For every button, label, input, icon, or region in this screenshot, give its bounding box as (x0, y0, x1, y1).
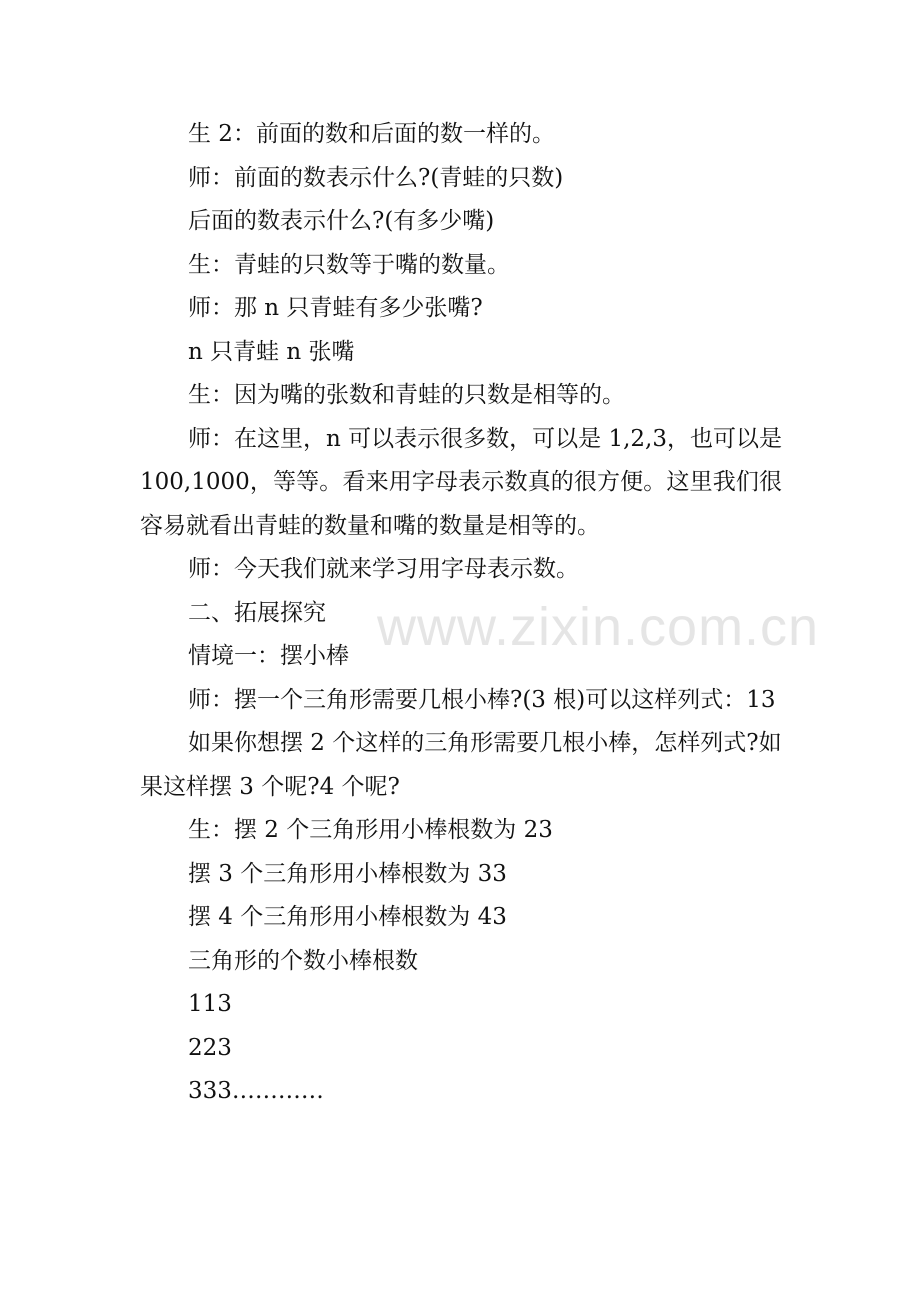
paragraph: 333………… (188, 1078, 324, 1104)
paragraph: 师：在这里，n 可以表示很多数，可以是 1,2,3，也可以是 100,1000，等等。看来用字母表示数真的很方便。这里我们很容易就看出青蛙的数量和嘴的数量是相等的。 (140, 425, 790, 539)
paragraph: 师：前面的数表示什么?(青蛙的只数) (188, 164, 564, 191)
paragraph: 223 (188, 1034, 232, 1061)
paragraph: 摆 3 个三角形用小棒根数为 33 (188, 860, 507, 887)
section-heading: 二、拓展探究 (188, 599, 326, 626)
paragraph: 生 2：前面的数和后面的数一样的。 (188, 121, 555, 147)
paragraph: 师：那 n 只青蛙有多少张嘴? (188, 295, 483, 321)
paragraph: 师：摆一个三角形需要几根小棒?(3 根)可以这样列式：13 (188, 686, 776, 713)
paragraph: n 只青蛙 n 张嘴 (188, 338, 355, 365)
document-body (140, 113, 790, 1114)
paragraph: 三角形的个数小棒根数 (188, 947, 418, 974)
paragraph: 摆 4 个三角形用小棒根数为 43 (188, 904, 507, 930)
paragraph: 师：今天我们就来学习用字母表示数。 (188, 556, 579, 582)
paragraph: 生：摆 2 个三角形用小棒根数为 23 (188, 817, 553, 843)
watermark: www.zixin.com.cn (377, 597, 820, 657)
paragraph: 如果你想摆 2 个这样的三角形需要几根小棒，怎样列式?如果这样摆 3 个呢?4 个呢? (140, 730, 782, 800)
paragraph: 113 (188, 991, 232, 1017)
subsection-heading: 情境一：摆小棒 (188, 643, 349, 669)
paragraph: 后面的数表示什么?(有多少嘴) (188, 208, 495, 234)
paragraph: 生：因为嘴的张数和青蛙的只数是相等的。 (188, 382, 625, 408)
paragraph: 生：青蛙的只数等于嘴的数量。 (188, 251, 510, 278)
